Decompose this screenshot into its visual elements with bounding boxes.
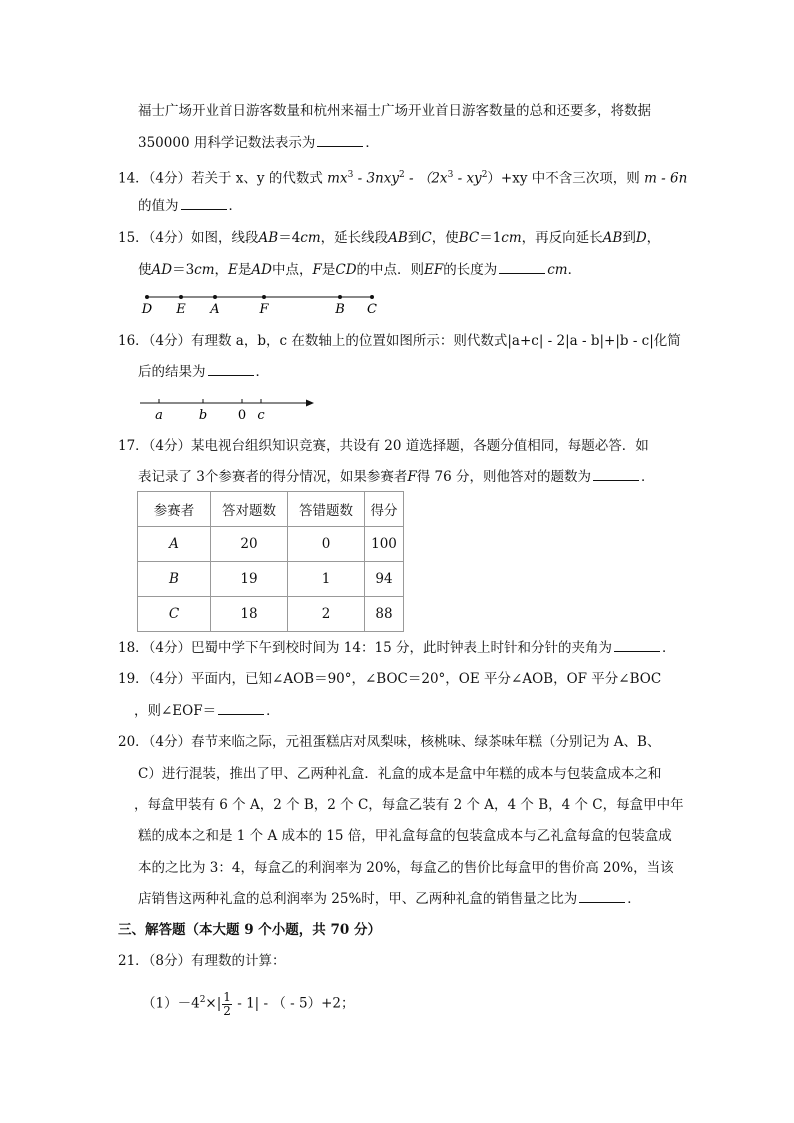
q15-text: 到 — [407, 230, 422, 246]
table-cell: A — [138, 527, 211, 562]
q16-number-line — [140, 396, 320, 422]
q15-line-2 — [138, 260, 581, 280]
q17-line-1: 17．（4分）某电视台组织知识竞赛，共设有 20 道选择题，各题分值相同，每题必答．如 — [118, 438, 649, 454]
q15-text: ＝3 — [172, 262, 195, 278]
q15-text: ，再反向延长 — [521, 230, 603, 246]
table-header-row — [138, 492, 404, 527]
q15-text: 到 — [622, 230, 636, 246]
answer-blank[interactable] — [181, 197, 227, 210]
q14-stem: 14．（4分）若关于 x、y 的代数式 — [118, 170, 323, 187]
q15-var: CD — [335, 262, 357, 278]
q16-line-1: 16．（4分）有理数 a，b，c 在数轴上的位置如图所示：则代数式|a+c| - 2|a - b|+|b - c|化简 — [118, 333, 681, 349]
segment-point-label: F — [259, 302, 269, 317]
q14-expr: mx — [327, 170, 348, 187]
q20-text: 店销售这两种礼盒的总利润率为 25%时，甲、乙两种礼盒的销售量之比为 — [138, 891, 578, 907]
q14-expr: ）+xy 中不含三次项，则 — [487, 170, 640, 187]
segment-point-label: A — [210, 302, 220, 317]
axis-tick-label: a — [155, 408, 163, 422]
segment-point — [179, 295, 183, 299]
q21-text: ×| — [205, 995, 222, 1012]
intro-text: 350000 用科学记数法表示为 — [138, 135, 316, 151]
q17-end: ． — [641, 469, 655, 485]
intro-line-1: 福士广场开业首日游客数量和杭州来福士广场开业首日游客数量的总和还要多，将数据 — [138, 103, 651, 119]
q15-text: ． — [567, 262, 582, 278]
table-cell: 1 — [288, 562, 365, 597]
col-header: 答错题数 — [288, 492, 365, 527]
q14-line-2 — [138, 196, 242, 216]
q15-unit: cm — [300, 230, 321, 246]
table-cell: 2 — [288, 597, 365, 632]
answer-blank[interactable] — [208, 363, 254, 376]
q16-text: 后的结果为 — [138, 364, 206, 380]
score-table — [137, 491, 404, 632]
q15-var: D — [635, 230, 647, 246]
intro-end: ． — [365, 135, 379, 151]
q15-var: AD — [251, 262, 272, 278]
q20-line-2: C）进行混装，推出了甲、乙两种礼盒．礼盒的成本是盒中年糕的成本与包装盒成本之和 — [138, 766, 662, 782]
q14-line-1 — [118, 165, 687, 189]
segment-point — [338, 295, 342, 299]
q20-end: ． — [627, 891, 641, 907]
q18-text: 18．（4分）巴蜀中学下午到校时间为 14：15 分，此时钟表上时针和分针的夹角为 — [118, 640, 612, 656]
q15-text: 使 — [138, 262, 152, 278]
table-row — [138, 562, 404, 597]
q15-text: 是 — [321, 262, 336, 278]
q17-text: 得 76 分，则他答对的题数为 — [416, 469, 592, 485]
q15-line-1 — [118, 228, 660, 248]
col-header: 参赛者 — [138, 492, 211, 527]
q15-var: E — [228, 262, 238, 278]
q14-end: ． — [228, 198, 242, 214]
q18-end: ． — [661, 640, 676, 656]
table-cell: 19 — [211, 562, 288, 597]
q15-var: AB — [388, 230, 408, 246]
segment-point — [145, 295, 149, 299]
q17-var: F — [407, 469, 417, 485]
q15-var: AB — [602, 230, 623, 246]
q15-text: ，延长线段 — [320, 230, 389, 246]
table-cell: 20 — [211, 527, 288, 562]
fraction-numerator: 1 — [223, 989, 231, 1004]
q21-line-1: 21．（8分）有理数的计算： — [118, 953, 286, 969]
table-cell: 18 — [211, 597, 288, 632]
q19-text: ，则∠EOF＝ — [134, 703, 217, 719]
col-header: 得分 — [365, 492, 404, 527]
q15-var: AB — [258, 230, 279, 246]
q19-line-1: 19．（4分）平面内，已知∠AOB＝90°，∠BOC＝20°，OE 平分∠AOB，OF 平分∠BOC — [118, 671, 662, 687]
q14-expr: - 3nxy — [353, 170, 399, 187]
answer-blank[interactable] — [499, 261, 545, 274]
q15-var: BC — [458, 230, 480, 246]
q16-end: ． — [255, 364, 269, 380]
q14-exp: 3 — [447, 170, 454, 180]
q21-fraction — [222, 991, 232, 1018]
q20-line-1: 20．（4分）春节来临之际，元祖蛋糕店对凤梨味，核桃味、绿茶味年糕（分别记为 A、B、 — [118, 734, 661, 750]
q21-part-1 — [142, 988, 355, 1018]
q21-text: （1）－4 — [142, 995, 200, 1012]
axis-tick-label: 0 — [237, 408, 247, 422]
q15-unit: cm — [547, 262, 568, 278]
segment-point-label: C — [367, 302, 377, 317]
table-row — [138, 597, 404, 632]
intro-line-2 — [138, 133, 379, 153]
q16-line-2 — [138, 362, 269, 382]
q17-line-2 — [138, 467, 655, 487]
col-header: 答对题数 — [211, 492, 288, 527]
segment-point-label: D — [141, 302, 153, 317]
q15-text: ， — [214, 262, 229, 278]
answer-blank[interactable] — [614, 639, 660, 652]
q15-var: EF — [424, 262, 444, 278]
q15-unit: cm — [194, 262, 215, 278]
q15-text: 的中点．则 — [356, 262, 425, 278]
q20-line-6 — [138, 889, 641, 909]
q20-line-4: 糕的成本之和是 1 个 A 成本的 15 倍，甲礼盒每盒的包装盒成本与乙礼盒每盒的包装盒成 — [138, 828, 672, 844]
axis-tick-label: b — [198, 408, 208, 422]
segment-point — [370, 295, 374, 299]
table-row — [138, 527, 404, 562]
answer-blank[interactable] — [218, 702, 264, 715]
q14-expr: - （2x — [404, 170, 448, 187]
q14-exp: 2 — [481, 170, 488, 180]
q14-text: 的值为 — [138, 198, 179, 214]
segment-point — [213, 295, 217, 299]
fraction-denominator: 2 — [223, 1003, 231, 1018]
q14-expr: m - 6n — [644, 170, 688, 187]
segment-point-label: E — [176, 302, 186, 317]
q15-text: 是 — [237, 262, 252, 278]
segment-point-label: B — [335, 302, 345, 317]
q21-text: - 1| - （ - 5）+2； — [232, 995, 355, 1012]
q15-text: ， — [646, 230, 661, 246]
table-cell: 0 — [288, 527, 365, 562]
q15-text: 中点， — [271, 262, 313, 278]
q19-line-2 — [134, 701, 280, 721]
q15-var: F — [312, 262, 322, 278]
table-cell: B — [138, 562, 211, 597]
q15-var: C — [421, 230, 432, 246]
table-cell: 100 — [365, 527, 404, 562]
segment-point — [262, 295, 266, 299]
q21-exp: 2 — [199, 995, 206, 1005]
q15-text: ＝1 — [479, 230, 502, 246]
q15-unit: cm — [501, 230, 522, 246]
q15-segment-figure — [138, 290, 388, 318]
table-cell: 94 — [365, 562, 404, 597]
q20-line-3: ，每盒甲装有 6 个 A，2 个 B，2 个 C，每盒乙装有 2 个 A，4 个 B，4 个 C，每盒甲中年 — [134, 797, 684, 813]
q15-text: 的长度为 — [443, 262, 498, 278]
answer-blank[interactable] — [579, 890, 625, 903]
answer-blank[interactable] — [317, 134, 363, 147]
q15-var: AD — [151, 262, 173, 278]
q14-expr: - xy — [453, 170, 482, 187]
q15-text: ，使 — [431, 230, 459, 246]
axis-tick-label: c — [257, 408, 265, 422]
answer-blank[interactable] — [593, 468, 639, 481]
table-cell: C — [138, 597, 211, 632]
q18-line-1 — [118, 638, 675, 658]
axis-arrow-icon — [306, 400, 314, 407]
q14-exp: 3 — [347, 170, 354, 180]
q15-text: ＝4 — [278, 230, 301, 246]
q15-text: 15．（4分）如图，线段 — [118, 230, 259, 246]
q14-exp: 2 — [398, 170, 405, 180]
q17-text: 表记录了 3个参赛者的得分情况，如果参赛者 — [138, 469, 408, 485]
q20-line-5: 本的之比为 3：4，每盒乙的利润率为 20%，每盒乙的售价比每盒甲的售价高 20%，当该 — [138, 860, 674, 876]
q19-end: ． — [266, 703, 280, 719]
table-cell: 88 — [365, 597, 404, 632]
section-title: 三、解答题（本大题 9 个小题，共 70 分） — [118, 922, 381, 938]
